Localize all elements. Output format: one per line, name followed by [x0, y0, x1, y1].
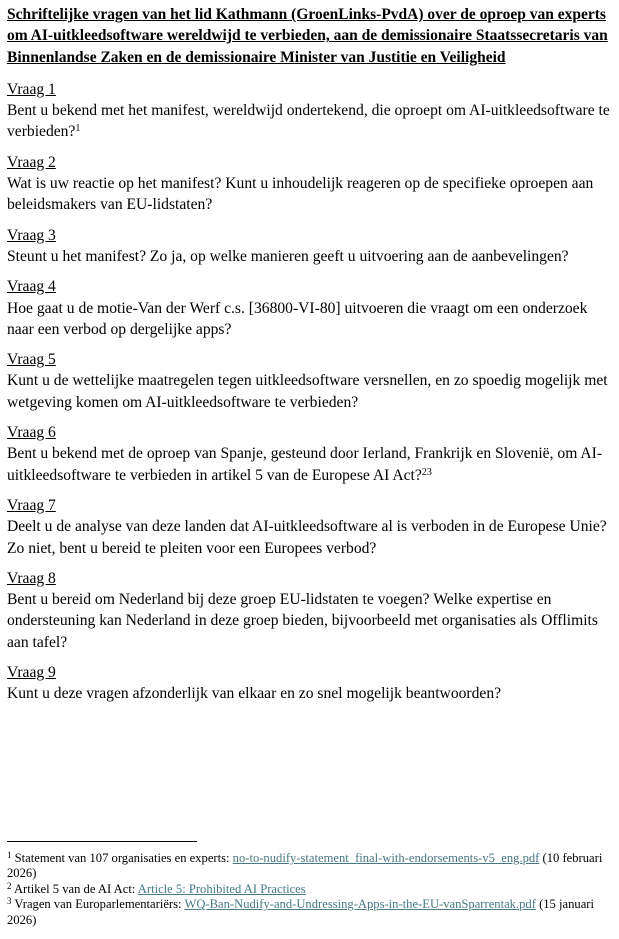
question-7: [7, 495, 612, 559]
question-heading: Vraag 1: [7, 80, 56, 98]
question-5: [7, 349, 612, 413]
question-text: [7, 443, 612, 486]
footnote-prefix: Statement van 107 organisaties en experts:: [11, 851, 233, 865]
question-heading: Vraag 9: [7, 664, 56, 682]
footnotes-section: [7, 841, 612, 928]
question-heading: Vraag 3: [7, 226, 56, 244]
question-text: Deelt u de analyse van deze landen dat AI-uitkleedsoftware al is verboden in de Europese Unie? Zo niet, bent u bereid te pleiten voor een Europees verbod?: [7, 518, 607, 557]
footnote-prefix: Artikel 5 van de AI Act:: [11, 881, 138, 896]
question-heading: Vraag 8: [7, 569, 56, 587]
footnote-suffix: (15 januari 2026): [7, 897, 594, 927]
footnote-link[interactable]: Article 5: Prohibited AI Practices: [137, 881, 306, 896]
footnote-2: [7, 882, 612, 897]
question-1: [7, 79, 612, 143]
footnote-number: 2: [7, 880, 12, 891]
question-text: Wat is uw reactie op het manifest? Kunt u inhoudelijk reageren op de specifieke oproepen aan beleidsmakers van EU-lidstaten?: [7, 175, 594, 214]
question-heading: Vraag 7: [7, 496, 56, 514]
question-2: [7, 152, 612, 216]
footnote-separator: [7, 841, 197, 842]
question-9: [7, 662, 612, 705]
question-heading: Vraag 4: [7, 278, 56, 296]
footnote-link[interactable]: no-to-nudify-statement_final-with-endorsements-v5_eng.pdf: [232, 851, 540, 865]
question-body: Bent u bekend met de oproep van Spanje, gesteund door Ierland, Frankrijk en Slovenië, om AI-uitkleedsoftware te verbieden in artikel 5 van de Europese AI Act?: [7, 445, 603, 484]
question-text: Steunt u het manifest? Zo ja, op welke manieren geeft u uitvoering aan de aanbevelingen?: [7, 247, 569, 265]
footnote-ref[interactable]: 1: [75, 123, 81, 135]
question-8: [7, 568, 612, 653]
footnote-number: 3: [7, 896, 12, 907]
question-3: [7, 225, 612, 268]
question-body: Bent u bekend met het manifest, wereldwijd ondertekend, die oproept om AI-uitkleedsoftware te verbieden?: [7, 102, 610, 141]
question-heading: Vraag 2: [7, 153, 56, 171]
question-text: Hoe gaat u de motie-Van der Werf c.s. [36800-VI-80] uitvoeren die vraagt om een onderzoek naar een verbod op dergelijke apps?: [7, 299, 588, 338]
question-text: Kunt u deze vragen afzonderlijk van elkaar en zo snel mogelijk beantwoorden?: [7, 685, 502, 703]
footnote-ref[interactable]: 23: [421, 466, 432, 478]
document-page: [7, 4, 612, 714]
footnote-prefix: Vragen van Europarlementariërs:: [11, 897, 185, 912]
question-4: [7, 276, 612, 340]
question-text: [7, 100, 612, 143]
footnote-number: 1: [7, 850, 12, 860]
footnote-3: [7, 897, 612, 928]
question-text: Kunt u de wettelijke maatregelen tegen uitkleedsoftware versnellen, en zo spoedig mogelijk met wetgeving komen om AI-uitkleedsoftware te verbieden?: [7, 372, 608, 411]
question-6: [7, 422, 612, 486]
footnote-1: [7, 851, 612, 882]
document-title: Schriftelijke vragen van het lid Kathmann (GroenLinks-PvdA) over de oproep van experts om AI-uitkleedsoftware wereldwijd te verbieden, aan de demissionaire Staatssecretaris van Binnenlandse Zaken en de demissionaire Minister van Justitie en Veiligheid: [7, 6, 608, 66]
footnote-link[interactable]: WQ-Ban-Nudify-and-Undressing-Apps-in-the-EU-vanSparrentak.pdf: [184, 897, 536, 912]
question-text: Bent u bereid om Nederland bij deze groep EU-lidstaten te voegen? Welke expertise en ondersteuning kan Nederland in deze groep bieden, bijvoorbeeld met organisaties als Offlimits aan tafel?: [7, 591, 598, 651]
question-heading: Vraag 6: [7, 424, 56, 442]
footnote-suffix: (10 februari 2026): [7, 851, 603, 881]
question-heading: Vraag 5: [7, 351, 56, 369]
